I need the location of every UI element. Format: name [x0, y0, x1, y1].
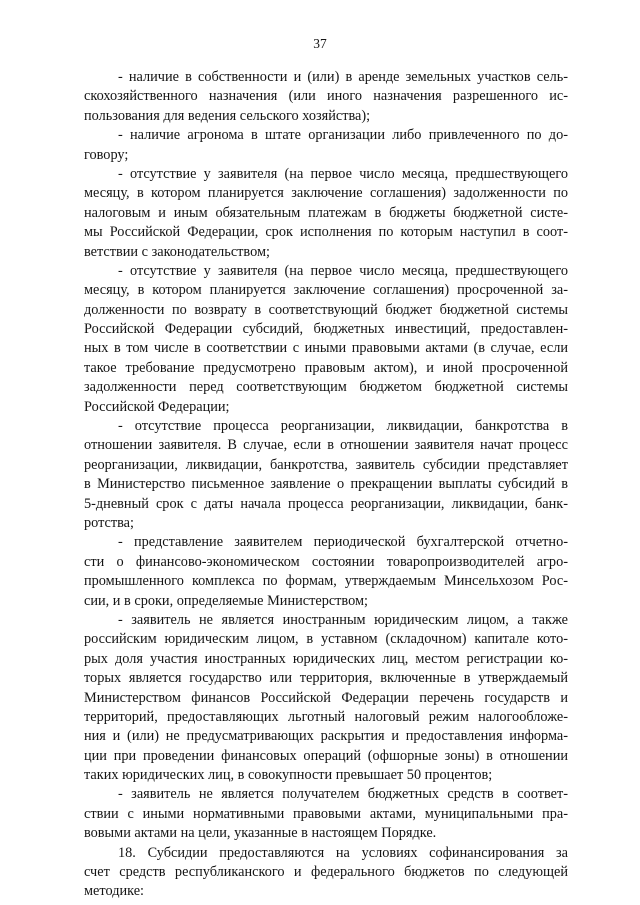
text-line: ных в том числе в соответствии с иными правовыми актами (в случае, если: [84, 340, 568, 357]
text-line: пользования для ведения сельского хозяйства);: [84, 107, 371, 124]
text-line: торых является государство или территория, включенные в утверждаемый: [84, 670, 568, 687]
text-line: - отсутствие у заявителя (на первое число месяца, предшествующего: [118, 165, 568, 182]
text-line: промышленного комплекса по формам, утверждаемым Минсельхозом Рос-: [84, 573, 568, 590]
text-line: в Министерство письменное заявление о прекращении выплаты субсидий в: [84, 476, 568, 493]
text-line: счет средств республиканского и федерального бюджетов по следующей: [84, 864, 568, 881]
text-line: методике:: [84, 883, 145, 900]
document-body: [84, 68, 568, 902]
text-line: Министерством финансов Российской Федерации перечень государств и: [84, 689, 568, 706]
text-line: 5-дневный срок с даты начала процесса реорганизации, ликвидации, банк-: [84, 495, 568, 512]
text-line: месяцу, в котором планируется заключение соглашения) просроченной за-: [84, 282, 568, 299]
text-line: российским юридическим лицом, в уставном (складочном) капитале кото-: [84, 631, 568, 648]
text-line: налоговым и иным обязательным платежам в бюджеты бюджетной систе-: [84, 204, 568, 221]
text-line: ветствии с законодательством;: [84, 243, 270, 260]
text-line: ции при проведении финансовых операций (офшорные зоны) в отношении: [84, 747, 568, 764]
text-line: - заявитель не является иностранным юридическим лицом, а также: [118, 611, 568, 628]
text-line: говору;: [84, 146, 129, 163]
page-number: 37: [313, 36, 327, 51]
text-line: Российской Федерации;: [84, 398, 230, 415]
text-line: 18. Субсидии предоставляются на условиях софинансирования за: [118, 844, 568, 861]
text-line: долженности по возврату в соответствующий бюджет бюджетной системы: [84, 301, 568, 318]
text-line: территорий, предоставляющих льготный налоговый режим налогообложе-: [84, 708, 568, 725]
text-line: реорганизации, ликвидации, банкротства, заявитель субсидии представляет: [84, 456, 568, 473]
text-line: - представление заявителем периодической бухгалтерской отчетно-: [118, 534, 568, 551]
text-line: - отсутствие процесса реорганизации, ликвидации, банкротства в: [118, 418, 568, 435]
text-line: - наличие агронома в штате организации либо привлеченного по до-: [118, 127, 568, 144]
text-line: мы Российской Федерации, срок исполнения по которым наступил в соот-: [84, 224, 568, 241]
text-line: скохозяйственного назначения (или иного назначения разрешенного ис-: [84, 88, 568, 105]
text-line: таких юридических лиц, в совокупности превышает 50 процентов;: [84, 767, 493, 784]
text-line: ния и (или) не предусматривающих раскрытия и предоставления информа-: [84, 728, 568, 745]
text-line: вовыми актами на цели, указанные в настоящем Порядке.: [84, 825, 437, 842]
text-line: ротства;: [84, 514, 135, 531]
text-line: сти о финансово-экономическом состоянии товаропроизводителей агро-: [84, 553, 568, 570]
text-line: - заявитель не является получателем бюджетных средств в соответ-: [118, 786, 568, 803]
text-line: месяцу, в котором планируется заключение соглашения) задолженности по: [84, 185, 568, 202]
text-line: задолженности перед соответствующим бюджетом бюджетной системы: [84, 379, 568, 396]
text-line: сии, и в сроки, определяемые Министерством;: [84, 592, 368, 609]
text-line: ствии с иными нормативными правовыми актами, муниципальными пра-: [84, 805, 568, 822]
text-line: - отсутствие у заявителя (на первое число месяца, предшествующего: [118, 262, 568, 279]
text-line: такое требование предусмотрено правовым актом), и иной просроченной: [84, 359, 568, 376]
text-line: Российской Федерации субсидий, бюджетных инвестиций, предоставлен-: [84, 321, 568, 338]
text-line: отношении заявителя. В случае, если в отношении заявителя начат процесс: [84, 437, 568, 454]
text-line: рых доля участия иностранных юридических лиц, местом регистрации ко-: [84, 650, 568, 667]
text-line: - наличие в собственности и (или) в аренде земельных участков сель-: [118, 69, 568, 85]
